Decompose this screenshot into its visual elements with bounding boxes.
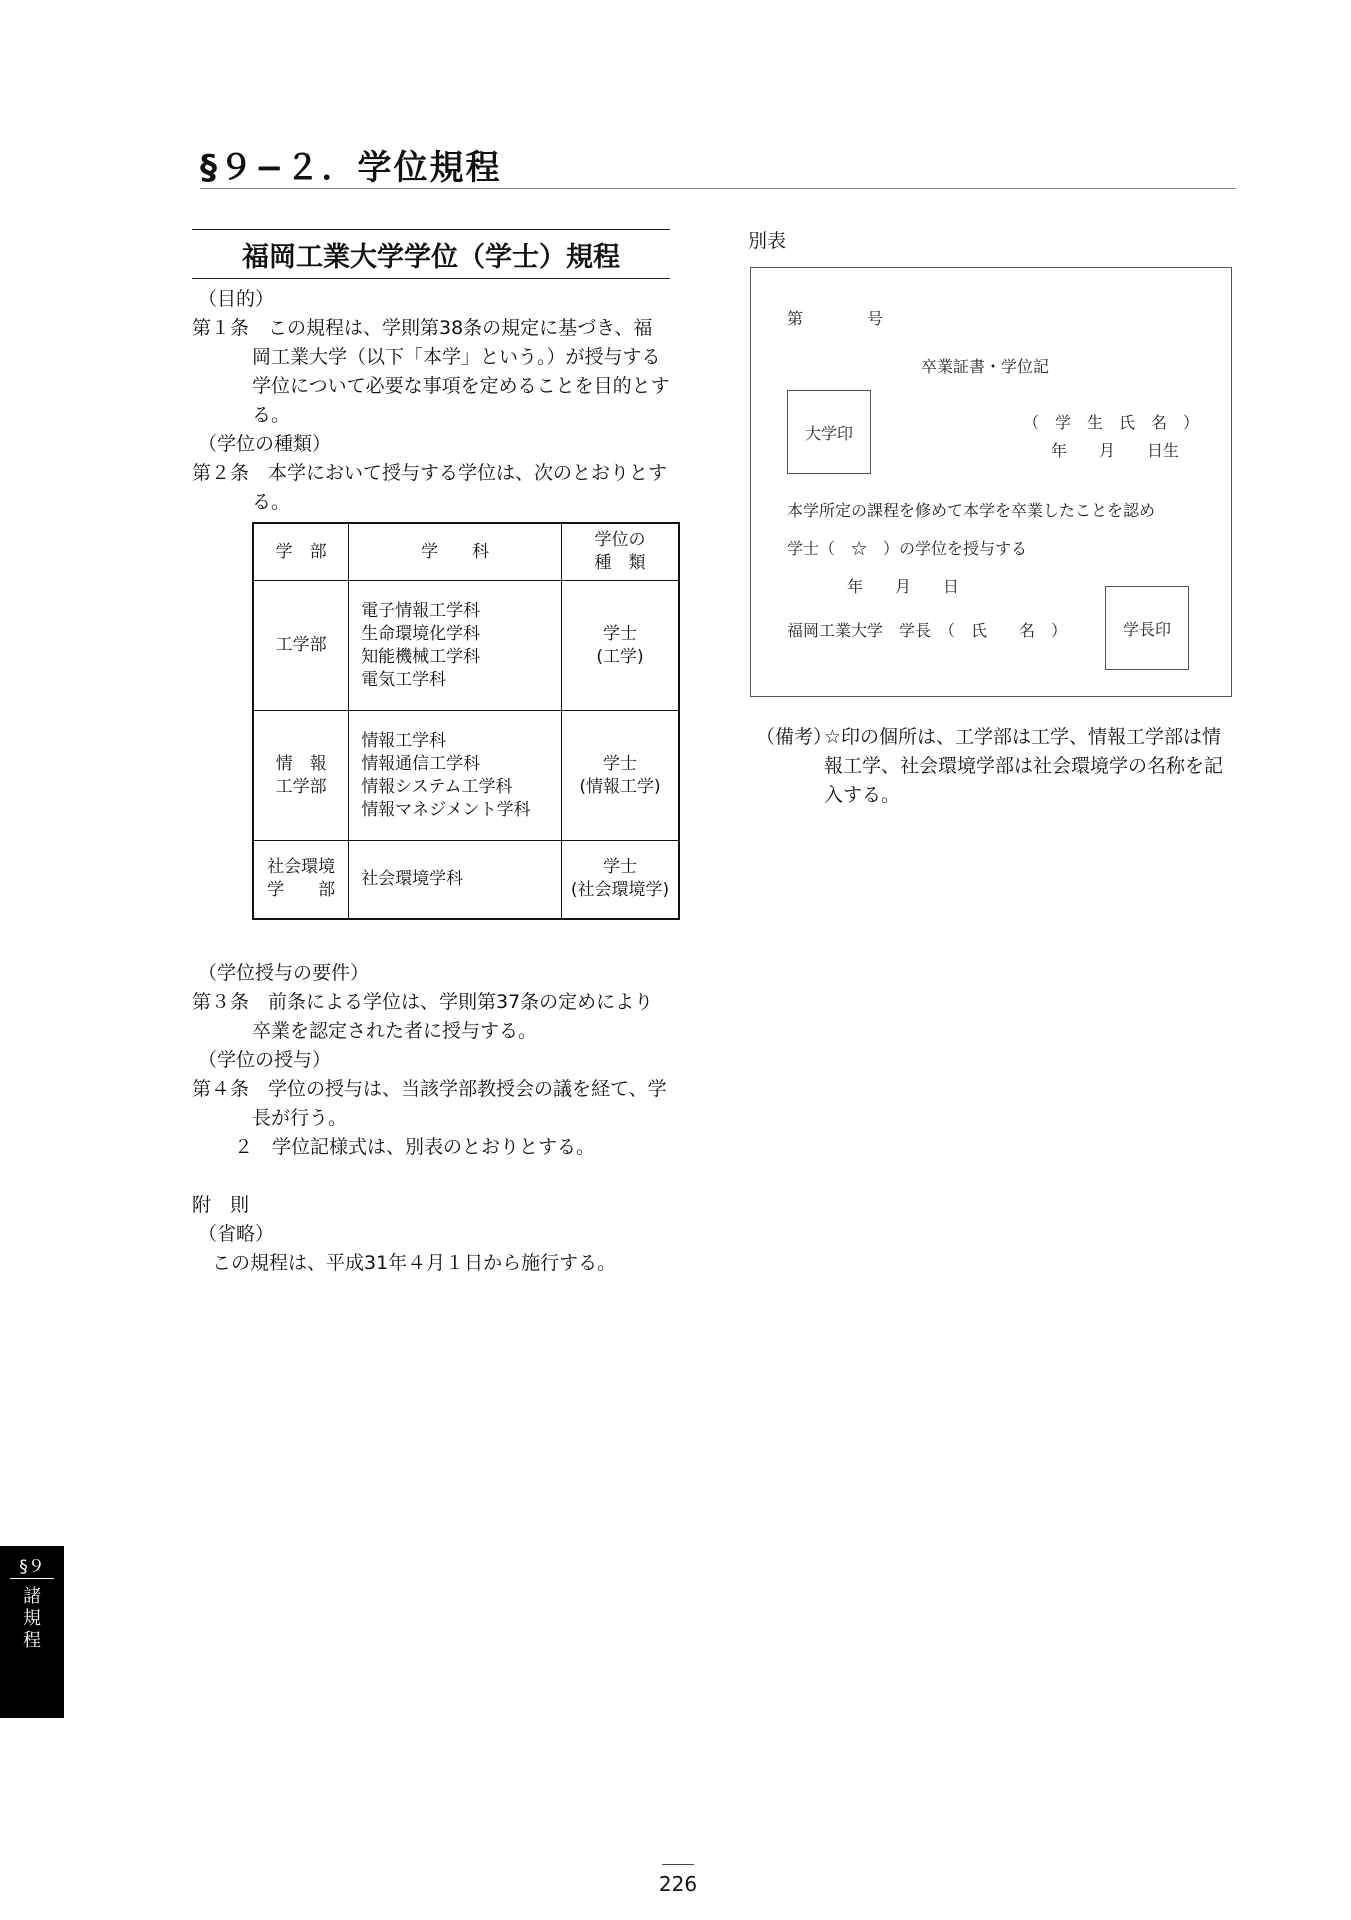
article-1-line: る。 (252, 404, 291, 426)
regulation-title-bottom-rule (192, 278, 670, 279)
remark-label: （備考） (756, 726, 833, 748)
section-side-tab (0, 1546, 64, 1718)
article-1-line: 第１条 この規程は、学則第38条の規定に基づき、福 (192, 317, 653, 339)
article-1-line: 岡工業大学（以下「本学」という。）が授与する (252, 346, 661, 368)
article-2-heading: （学位の種類） (198, 433, 332, 455)
cert-number-line: 第 号 (787, 309, 884, 328)
article-4-line: 長が行う。 (252, 1107, 348, 1129)
supplementary-heading: 附 則 (192, 1194, 250, 1216)
header-faculty: 学 部 (253, 523, 349, 581)
degree-cell: 学士 (工学) (562, 581, 679, 711)
side-tab-divider (10, 1578, 54, 1579)
cert-title: 卒業証書・学位記 (921, 357, 1050, 376)
page-number-rule (662, 1864, 694, 1865)
table-row (253, 841, 679, 919)
article-3-heading: （学位授与の要件） (198, 962, 370, 984)
article-2-line: る。 (252, 491, 291, 513)
remark-line: 入する。 (824, 784, 901, 806)
degree-cell: 学士 (社会環境学) (562, 841, 679, 919)
header-degree: 学位の 種 類 (562, 523, 679, 581)
regulation-title: 福岡工業大学学位（学士）規程 (242, 242, 620, 273)
certificate-form (750, 267, 1232, 697)
cert-body-line: 本学所定の課程を修めて本学を卒業したことを認め (787, 501, 1156, 520)
supplementary-text: この規程は、平成31年４月１日から施行する。 (212, 1252, 617, 1274)
faculty-cell: 工学部 (253, 581, 349, 711)
header-department: 学 科 (349, 523, 562, 581)
cert-student-name: （ 学 生 氏 名 ） (1023, 413, 1200, 432)
title-divider (200, 188, 1236, 189)
table-row (253, 581, 679, 711)
cert-president-line: 福岡工業大学 学長 （ 氏 名 ） (787, 621, 1068, 640)
article-1-line: 学位について必要な事項を定めることを目的とす (252, 375, 670, 397)
president-seal-box: 学長印 (1105, 586, 1189, 670)
regulation-title-block (192, 229, 670, 279)
faculty-cell: 社会環境 学 部 (253, 841, 349, 919)
page-number: 226 (658, 1872, 698, 1896)
cert-body-line: 学士（ ☆ ）の学位を授与する (787, 539, 1028, 558)
university-seal-box: 大学印 (787, 390, 871, 474)
remark-line: 報工学、社会環境学部は社会環境学の名称を記 (824, 755, 1224, 777)
side-tab-section: §９ (19, 1557, 45, 1577)
side-tab-label: 諸規程 (23, 1586, 41, 1651)
article-4-line: ２ 学位記様式は、別表のとおりとする。 (234, 1136, 596, 1158)
article-3-line: 第３条 前条による学位は、学則第37条の定めにより (192, 991, 654, 1013)
supplementary-sub: （省略） (198, 1223, 275, 1245)
faculty-cell: 情 報 工学部 (253, 711, 349, 841)
article-4-heading: （学位の授与） (198, 1049, 332, 1071)
table-header-row (253, 523, 679, 581)
degree-table (252, 522, 680, 920)
remark-line: ☆印の個所は、工学部は工学、情報工学部は情 (824, 726, 1222, 748)
cert-birth-date: 年 月 日生 (1051, 441, 1180, 460)
article-1-heading: （目的） (198, 288, 275, 310)
cert-date-line: 年 月 日 (847, 577, 960, 596)
article-2-line: 第２条 本学において授与する学位は、次のとおりとす (192, 462, 668, 484)
appendix-label: 別表 (748, 230, 787, 252)
departments-cell: 情報工学科 情報通信工学科 情報システム工学科 情報マネジメント学科 (349, 711, 562, 841)
article-3-line: 卒業を認定された者に授与する。 (252, 1020, 538, 1042)
table-row (253, 711, 679, 841)
section-title: §９−２．学位規程 (200, 148, 502, 188)
departments-cell: 電子情報工学科 生命環境化学科 知能機械工学科 電気工学科 (349, 581, 562, 711)
departments-cell: 社会環境学科 (349, 841, 562, 919)
degree-cell: 学士 (情報工学) (562, 711, 679, 841)
article-4-line: 第４条 学位の授与は、当該学部教授会の議を経て、学 (192, 1078, 667, 1100)
